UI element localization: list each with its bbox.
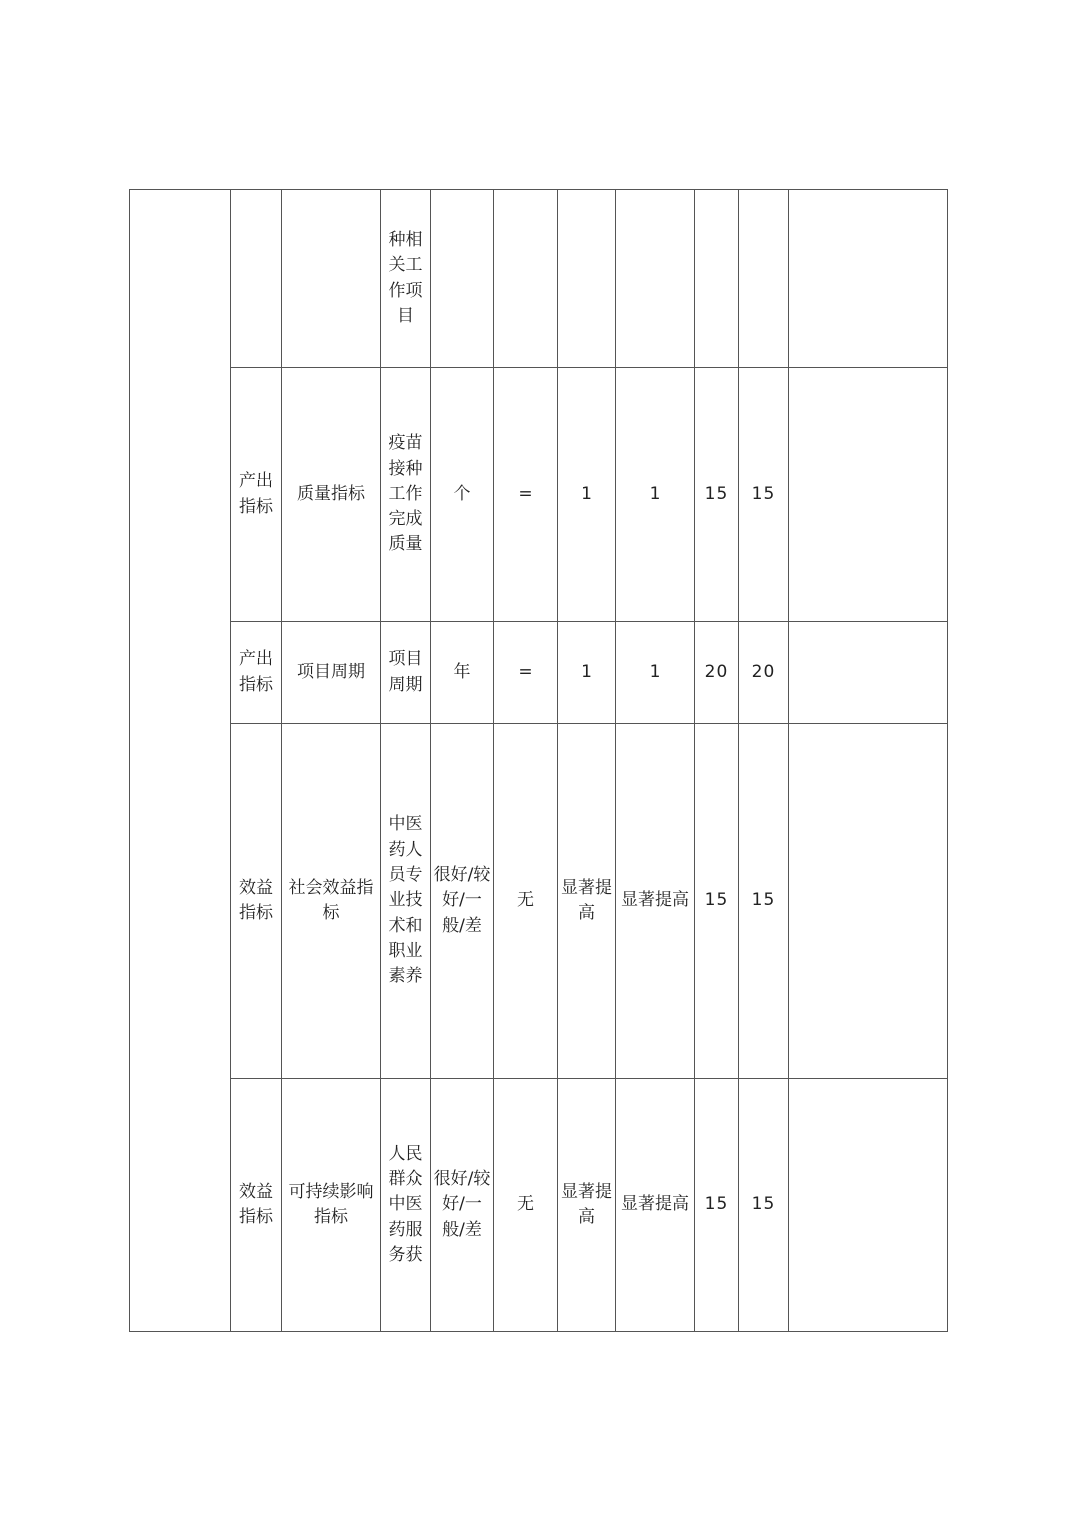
actual-cell: 显著提高 [616,724,695,1079]
operator-cell: 无 [494,1079,558,1332]
unit-cell: 很好/较好/一般/差 [431,724,494,1079]
category-cell: 产出指标 [231,368,282,622]
content-cell: 人民群众中医药服务获 [381,1079,431,1332]
table-row [130,622,948,724]
actual-cell: 1 [616,622,695,724]
target-cell: 显著提高 [558,724,616,1079]
unit-cell: 很好/较好/一般/差 [431,1079,494,1332]
content-cell: 种相关工作项目 [381,190,431,368]
table-row [130,368,948,622]
remark-cell [789,724,948,1079]
content-cell: 疫苗接种工作完成质量 [381,368,431,622]
indicator-cell: 质量指标 [282,368,381,622]
remark-cell [789,368,948,622]
actual-cell: 显著提高 [616,1079,695,1332]
score-cell: 15 [739,724,789,1079]
score-cell: 15 [739,368,789,622]
target-cell: 1 [558,622,616,724]
weight-cell: 20 [695,622,739,724]
table-row [130,724,948,1079]
category-cell: 效益指标 [231,724,282,1079]
weight-cell: 15 [695,368,739,622]
operator-cell [494,190,558,368]
weight-cell: 15 [695,1079,739,1332]
content-cell: 项目周期 [381,622,431,724]
indicator-cell: 项目周期 [282,622,381,724]
table-row [130,1079,948,1332]
table-row [130,190,948,368]
performance-indicator-table [129,189,948,1332]
indicator-cell [282,190,381,368]
unit-cell: 个 [431,368,494,622]
actual-cell: 1 [616,368,695,622]
category-cell: 产出指标 [231,622,282,724]
unit-cell [431,190,494,368]
weight-cell [695,190,739,368]
left-blank-cell [130,190,231,1332]
operator-cell: = [494,368,558,622]
indicator-cell: 社会效益指标 [282,724,381,1079]
score-cell: 20 [739,622,789,724]
indicator-cell: 可持续影响指标 [282,1079,381,1332]
target-cell: 显著提高 [558,1079,616,1332]
remark-cell [789,622,948,724]
category-cell [231,190,282,368]
target-cell: 1 [558,368,616,622]
actual-cell [616,190,695,368]
content-cell: 中医药人员专业技术和职业素养 [381,724,431,1079]
remark-cell [789,190,948,368]
weight-cell: 15 [695,724,739,1079]
remark-cell [789,1079,948,1332]
operator-cell: = [494,622,558,724]
unit-cell: 年 [431,622,494,724]
operator-cell: 无 [494,724,558,1079]
score-cell [739,190,789,368]
target-cell [558,190,616,368]
category-cell: 效益指标 [231,1079,282,1332]
score-cell: 15 [739,1079,789,1332]
